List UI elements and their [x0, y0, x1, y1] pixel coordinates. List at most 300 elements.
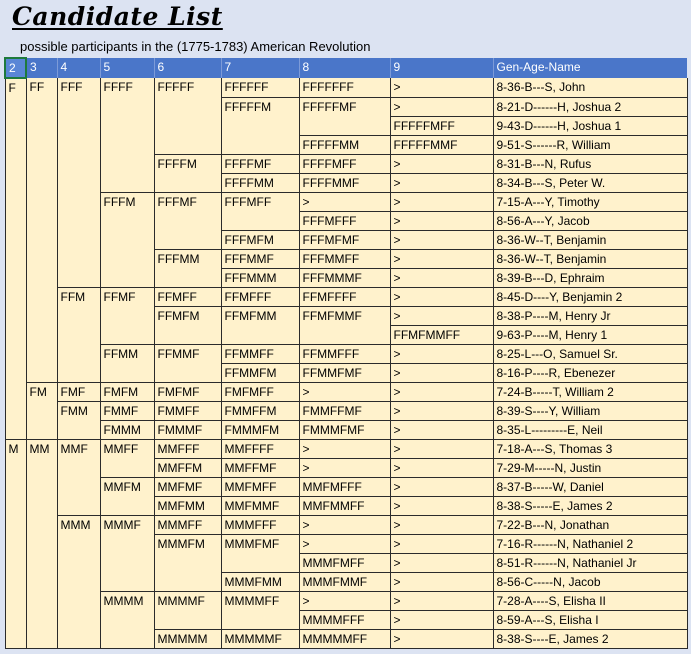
lineage-cell[interactable]: [100, 363, 154, 382]
lineage-cell[interactable]: MMFFM: [154, 458, 221, 477]
lineage-cell[interactable]: [57, 553, 100, 572]
table-row: [5, 420, 687, 439]
lineage-cell[interactable]: [5, 515, 26, 534]
lineage-cell[interactable]: >: [390, 287, 493, 306]
lineage-cell[interactable]: [5, 553, 26, 572]
lineage-cell[interactable]: [57, 173, 100, 192]
lineage-cell[interactable]: FFMFM: [154, 306, 221, 325]
lineage-cell[interactable]: >: [390, 572, 493, 591]
lineage-cell[interactable]: FFFFMM: [221, 173, 299, 192]
lineage-cell[interactable]: [26, 116, 57, 135]
table-row: [5, 211, 687, 230]
lineage-cell[interactable]: FFMFMMFF: [390, 325, 493, 344]
lineage-cell[interactable]: [5, 344, 26, 363]
lineage-cell[interactable]: [5, 97, 26, 116]
lineage-cell[interactable]: >: [390, 439, 493, 458]
candidate-name-cell[interactable]: 7-22-B---N, Jonathan: [493, 515, 687, 534]
lineage-cell[interactable]: F: [5, 78, 26, 97]
lineage-cell[interactable]: [57, 325, 100, 344]
lineage-cell[interactable]: [26, 249, 57, 268]
lineage-cell[interactable]: [5, 591, 26, 610]
lineage-cell[interactable]: >: [390, 154, 493, 173]
lineage-cell[interactable]: MMMFF: [154, 515, 221, 534]
lineage-cell[interactable]: >: [390, 344, 493, 363]
table-row: [5, 192, 687, 211]
candidate-name-cell[interactable]: 8-36-W--T, Benjamin: [493, 249, 687, 268]
lineage-cell[interactable]: >: [390, 401, 493, 420]
lineage-cell[interactable]: FFFFFMMF: [390, 135, 493, 154]
candidate-name-cell[interactable]: 8-25-L---O, Samuel Sr.: [493, 344, 687, 363]
lineage-cell[interactable]: MMMF: [100, 515, 154, 534]
lineage-cell[interactable]: [57, 534, 100, 553]
lineage-cell[interactable]: [100, 249, 154, 268]
candidate-name-cell[interactable]: 7-24-B-----T, William 2: [493, 382, 687, 401]
lineage-cell[interactable]: FMMMFM: [221, 420, 299, 439]
lineage-cell[interactable]: [299, 116, 390, 135]
lineage-cell[interactable]: [57, 97, 100, 116]
header-generation-9[interactable]: 9: [390, 58, 493, 78]
lineage-cell[interactable]: [26, 629, 57, 648]
lineage-cell[interactable]: >: [390, 268, 493, 287]
candidate-name-cell[interactable]: 8-36-B---S, John: [493, 78, 687, 97]
lineage-cell[interactable]: [5, 401, 26, 420]
lineage-cell[interactable]: [57, 192, 100, 211]
header-generation-5[interactable]: 5: [100, 58, 154, 78]
table-row: [5, 135, 687, 154]
lineage-cell[interactable]: [5, 534, 26, 553]
lineage-cell[interactable]: [5, 116, 26, 135]
lineage-cell[interactable]: >: [390, 97, 493, 116]
lineage-cell[interactable]: [5, 325, 26, 344]
lineage-cell[interactable]: FFFMMF: [221, 249, 299, 268]
lineage-cell[interactable]: [26, 97, 57, 116]
table-row: [5, 97, 687, 116]
lineage-cell[interactable]: FFFFM: [154, 154, 221, 173]
lineage-cell[interactable]: [57, 572, 100, 591]
lineage-cell[interactable]: MMMM: [100, 591, 154, 610]
candidate-name-cell[interactable]: 8-39-S----Y, William: [493, 401, 687, 420]
lineage-cell[interactable]: [57, 496, 100, 515]
lineage-cell[interactable]: >: [390, 306, 493, 325]
lineage-cell[interactable]: [100, 325, 154, 344]
lineage-cell[interactable]: [5, 249, 26, 268]
candidate-name-cell[interactable]: 8-38-S----E, James 2: [493, 629, 687, 648]
lineage-cell[interactable]: >: [390, 610, 493, 629]
lineage-cell[interactable]: >: [390, 249, 493, 268]
lineage-cell[interactable]: [100, 553, 154, 572]
table-row: [5, 325, 687, 344]
lineage-cell[interactable]: >: [390, 363, 493, 382]
lineage-cell[interactable]: >: [390, 192, 493, 211]
table-row: [5, 610, 687, 629]
lineage-cell[interactable]: FMFM: [100, 382, 154, 401]
lineage-cell[interactable]: FFFMM: [154, 249, 221, 268]
candidate-name-cell[interactable]: 8-37-B-----W, Daniel: [493, 477, 687, 496]
lineage-cell[interactable]: [26, 135, 57, 154]
lineage-cell[interactable]: MMFMMFF: [299, 496, 390, 515]
candidate-name-cell[interactable]: 8-34-B---S, Peter W.: [493, 173, 687, 192]
candidate-name-cell[interactable]: 9-51-S------R, William: [493, 135, 687, 154]
lineage-cell[interactable]: MM: [26, 439, 57, 458]
candidate-name-cell[interactable]: 7-28-A----S, Elisha II: [493, 591, 687, 610]
lineage-cell[interactable]: [57, 363, 100, 382]
lineage-cell[interactable]: [221, 211, 299, 230]
lineage-cell[interactable]: >: [390, 553, 493, 572]
lineage-cell[interactable]: [57, 477, 100, 496]
lineage-cell[interactable]: FFMMFFF: [299, 344, 390, 363]
lineage-cell[interactable]: [57, 344, 100, 363]
lineage-cell[interactable]: [5, 173, 26, 192]
lineage-cell[interactable]: FMF: [57, 382, 100, 401]
lineage-cell[interactable]: FFFFF: [154, 78, 221, 97]
lineage-cell[interactable]: MMMMM: [154, 629, 221, 648]
lineage-cell[interactable]: MMFFFF: [221, 439, 299, 458]
lineage-cell[interactable]: [26, 534, 57, 553]
lineage-cell[interactable]: [154, 211, 221, 230]
lineage-cell[interactable]: FFFF: [100, 78, 154, 97]
lineage-cell[interactable]: MMFFF: [154, 439, 221, 458]
lineage-cell[interactable]: FFFMFF: [221, 192, 299, 211]
lineage-cell[interactable]: [5, 230, 26, 249]
lineage-cell[interactable]: FMMMFMF: [299, 420, 390, 439]
candidate-name-cell[interactable]: 8-38-S-----E, James 2: [493, 496, 687, 515]
lineage-cell[interactable]: [100, 116, 154, 135]
lineage-cell[interactable]: [5, 135, 26, 154]
lineage-cell[interactable]: FFFFFFF: [299, 78, 390, 97]
lineage-cell[interactable]: FMMFF: [154, 401, 221, 420]
lineage-cell[interactable]: [154, 572, 221, 591]
lineage-cell[interactable]: [100, 230, 154, 249]
lineage-cell[interactable]: [57, 249, 100, 268]
lineage-cell[interactable]: [26, 230, 57, 249]
page-subtitle: possible participants in the (1775-1783) American Revolution: [20, 39, 371, 54]
lineage-cell[interactable]: [221, 325, 299, 344]
lineage-cell[interactable]: [154, 268, 221, 287]
table-row: [5, 287, 687, 306]
lineage-cell[interactable]: MMMFMFF: [299, 553, 390, 572]
lineage-cell[interactable]: [26, 553, 57, 572]
candidate-name-cell[interactable]: 9-43-D------H, Joshua 1: [493, 116, 687, 135]
lineage-cell[interactable]: [26, 515, 57, 534]
lineage-cell[interactable]: [100, 629, 154, 648]
lineage-cell[interactable]: [26, 173, 57, 192]
lineage-cell[interactable]: >: [299, 458, 390, 477]
lineage-cell[interactable]: FFF: [57, 78, 100, 97]
candidate-name-cell[interactable]: 7-15-A---Y, Timothy: [493, 192, 687, 211]
lineage-cell[interactable]: FMMF: [100, 401, 154, 420]
lineage-cell[interactable]: FMFMFF: [221, 382, 299, 401]
header-generation-6[interactable]: 6: [154, 58, 221, 78]
lineage-cell[interactable]: [26, 458, 57, 477]
lineage-cell[interactable]: [100, 154, 154, 173]
lineage-cell[interactable]: FFMFMM: [221, 306, 299, 325]
lineage-cell[interactable]: [5, 154, 26, 173]
lineage-cell[interactable]: [5, 382, 26, 401]
lineage-cell[interactable]: FFMFF: [154, 287, 221, 306]
lineage-cell[interactable]: [5, 420, 26, 439]
lineage-cell[interactable]: MMMMMF: [221, 629, 299, 648]
lineage-cell[interactable]: [100, 458, 154, 477]
lineage-cell[interactable]: FFFMMFF: [299, 249, 390, 268]
lineage-cell[interactable]: FFM: [57, 287, 100, 306]
lineage-cell[interactable]: [26, 477, 57, 496]
lineage-cell[interactable]: [5, 629, 26, 648]
page-title: Candidate List: [12, 2, 223, 31]
lineage-cell[interactable]: [221, 553, 299, 572]
lineage-cell[interactable]: >: [390, 591, 493, 610]
lineage-cell[interactable]: [5, 477, 26, 496]
lineage-cell[interactable]: FMMM: [100, 420, 154, 439]
lineage-cell[interactable]: MMMMFFF: [299, 610, 390, 629]
header-generation-4[interactable]: 4: [57, 58, 100, 78]
lineage-cell[interactable]: >: [390, 496, 493, 515]
lineage-cell[interactable]: FFFFFMF: [299, 97, 390, 116]
lineage-cell[interactable]: >: [390, 230, 493, 249]
lineage-cell[interactable]: [26, 610, 57, 629]
lineage-cell[interactable]: FF: [26, 78, 57, 97]
candidate-table: [4, 57, 688, 649]
lineage-cell[interactable]: FFFM: [100, 192, 154, 211]
lineage-cell[interactable]: FFFFMF: [221, 154, 299, 173]
lineage-cell[interactable]: [154, 325, 221, 344]
lineage-cell[interactable]: [57, 211, 100, 230]
lineage-cell[interactable]: >: [299, 591, 390, 610]
lineage-cell[interactable]: [26, 211, 57, 230]
lineage-cell[interactable]: >: [390, 477, 493, 496]
lineage-cell[interactable]: [100, 534, 154, 553]
lineage-cell[interactable]: [57, 154, 100, 173]
candidate-name-cell[interactable]: 8-38-P----M, Henry Jr: [493, 306, 687, 325]
lineage-cell[interactable]: MMFMM: [154, 496, 221, 515]
table-row: [5, 401, 687, 420]
lineage-cell[interactable]: FMMFFMF: [299, 401, 390, 420]
lineage-cell[interactable]: MMFMF: [154, 477, 221, 496]
candidate-name-cell[interactable]: 8-36-W--T, Benjamin: [493, 230, 687, 249]
lineage-cell[interactable]: MMMFMM: [221, 572, 299, 591]
lineage-cell[interactable]: FFFMFMF: [299, 230, 390, 249]
candidate-name-cell[interactable]: 9-63-P----M, Henry 1: [493, 325, 687, 344]
lineage-cell[interactable]: FFMM: [100, 344, 154, 363]
lineage-cell[interactable]: MMFMMF: [221, 496, 299, 515]
table-row: [5, 534, 687, 553]
lineage-cell[interactable]: [221, 116, 299, 135]
lineage-cell[interactable]: [26, 401, 57, 420]
lineage-cell[interactable]: [26, 268, 57, 287]
lineage-cell[interactable]: [57, 306, 100, 325]
lineage-cell[interactable]: MMMMFF: [221, 591, 299, 610]
lineage-cell[interactable]: >: [299, 515, 390, 534]
lineage-cell[interactable]: [100, 97, 154, 116]
lineage-cell[interactable]: MMFMFF: [221, 477, 299, 496]
lineage-cell[interactable]: [26, 325, 57, 344]
lineage-cell[interactable]: [100, 135, 154, 154]
lineage-cell[interactable]: [57, 458, 100, 477]
lineage-cell[interactable]: MMMFFF: [221, 515, 299, 534]
table-row: [5, 515, 687, 534]
lineage-cell[interactable]: [100, 496, 154, 515]
lineage-cell[interactable]: [57, 268, 100, 287]
lineage-cell[interactable]: >: [299, 382, 390, 401]
table-row: [5, 268, 687, 287]
lineage-cell[interactable]: >: [299, 192, 390, 211]
lineage-cell[interactable]: FFFFFF: [221, 78, 299, 97]
lineage-cell[interactable]: >: [390, 382, 493, 401]
lineage-cell[interactable]: FFFMFFF: [299, 211, 390, 230]
lineage-cell[interactable]: [57, 135, 100, 154]
lineage-cell[interactable]: [57, 629, 100, 648]
lineage-cell[interactable]: [221, 135, 299, 154]
lineage-cell[interactable]: [26, 344, 57, 363]
lineage-cell[interactable]: MMF: [57, 439, 100, 458]
lineage-cell[interactable]: MMMFMF: [221, 534, 299, 553]
lineage-cell[interactable]: FFFMMMF: [299, 268, 390, 287]
lineage-cell[interactable]: FFMMF: [154, 344, 221, 363]
candidate-name-cell[interactable]: 8-56-C-----N, Jacob: [493, 572, 687, 591]
lineage-cell[interactable]: [100, 572, 154, 591]
lineage-cell[interactable]: FFFFMFF: [299, 154, 390, 173]
candidate-name-cell[interactable]: 8-35-L---------E, Neil: [493, 420, 687, 439]
lineage-cell[interactable]: FFMFFFF: [299, 287, 390, 306]
lineage-cell[interactable]: [57, 610, 100, 629]
lineage-cell[interactable]: [57, 420, 100, 439]
lineage-cell[interactable]: MMMMF: [154, 591, 221, 610]
lineage-cell[interactable]: [5, 458, 26, 477]
lineage-cell[interactable]: [57, 230, 100, 249]
lineage-cell[interactable]: [100, 306, 154, 325]
lineage-cell[interactable]: MMMMMFF: [299, 629, 390, 648]
lineage-cell[interactable]: FFMMFF: [221, 344, 299, 363]
candidate-name-cell[interactable]: 8-56-A---Y, Jacob: [493, 211, 687, 230]
lineage-cell[interactable]: [26, 363, 57, 382]
lineage-cell[interactable]: MMFF: [100, 439, 154, 458]
candidate-name-cell[interactable]: 7-16-R------N, Nathaniel 2: [493, 534, 687, 553]
candidate-name-cell[interactable]: 8-16-P----R, Ebenezer: [493, 363, 687, 382]
lineage-cell[interactable]: >: [390, 629, 493, 648]
lineage-cell[interactable]: [26, 572, 57, 591]
lineage-cell[interactable]: [5, 268, 26, 287]
lineage-cell[interactable]: [5, 496, 26, 515]
lineage-cell[interactable]: [154, 135, 221, 154]
lineage-cell[interactable]: [26, 306, 57, 325]
candidate-name-cell[interactable]: 8-51-R------N, Nathaniel Jr: [493, 553, 687, 572]
lineage-cell[interactable]: MMFM: [100, 477, 154, 496]
lineage-cell[interactable]: FFMF: [100, 287, 154, 306]
header-generation-8[interactable]: 8: [299, 58, 390, 78]
table-row: [5, 572, 687, 591]
lineage-cell[interactable]: FFMMFM: [221, 363, 299, 382]
lineage-cell[interactable]: [5, 572, 26, 591]
table-row: [5, 173, 687, 192]
table-row: [5, 591, 687, 610]
lineage-cell[interactable]: [100, 211, 154, 230]
lineage-cell[interactable]: [100, 610, 154, 629]
lineage-cell[interactable]: [154, 610, 221, 629]
lineage-cell[interactable]: [100, 173, 154, 192]
lineage-cell[interactable]: [5, 287, 26, 306]
lineage-cell[interactable]: [26, 192, 57, 211]
lineage-cell[interactable]: >: [390, 211, 493, 230]
lineage-cell[interactable]: FMMMF: [154, 420, 221, 439]
lineage-cell[interactable]: >: [390, 78, 493, 97]
lineage-cell[interactable]: [5, 363, 26, 382]
lineage-cell[interactable]: FFFFFMM: [299, 135, 390, 154]
candidate-name-cell[interactable]: 8-31-B---N, Rufus: [493, 154, 687, 173]
lineage-cell[interactable]: MMMFMMF: [299, 572, 390, 591]
lineage-cell[interactable]: FFFMF: [154, 192, 221, 211]
header-generation-7[interactable]: 7: [221, 58, 299, 78]
table-row: [5, 154, 687, 173]
lineage-cell[interactable]: [5, 211, 26, 230]
lineage-cell[interactable]: [154, 173, 221, 192]
lineage-cell[interactable]: FFMFFF: [221, 287, 299, 306]
lineage-cell[interactable]: FFFFFM: [221, 97, 299, 116]
lineage-cell[interactable]: >: [390, 420, 493, 439]
candidate-name-cell[interactable]: 8-59-A---S, Elisha I: [493, 610, 687, 629]
lineage-cell[interactable]: [57, 116, 100, 135]
header-generation-3[interactable]: 3: [26, 58, 57, 78]
lineage-cell[interactable]: FFMMFMF: [299, 363, 390, 382]
candidate-name-cell[interactable]: 8-45-D----Y, Benjamin 2: [493, 287, 687, 306]
lineage-cell[interactable]: M: [5, 439, 26, 458]
candidate-name-cell[interactable]: 8-39-B---D, Ephraim: [493, 268, 687, 287]
lineage-cell[interactable]: [5, 306, 26, 325]
lineage-cell[interactable]: [154, 97, 221, 116]
candidate-name-cell[interactable]: 7-29-M-----N, Justin: [493, 458, 687, 477]
lineage-cell[interactable]: [57, 591, 100, 610]
candidate-name-cell[interactable]: 7-18-A---S, Thomas 3: [493, 439, 687, 458]
lineage-cell[interactable]: MMFMFFF: [299, 477, 390, 496]
header-row: [5, 58, 687, 78]
lineage-cell[interactable]: FFFFMMF: [299, 173, 390, 192]
lineage-cell[interactable]: [299, 325, 390, 344]
lineage-cell[interactable]: >: [299, 439, 390, 458]
lineage-cell[interactable]: MMMFM: [154, 534, 221, 553]
lineage-cell[interactable]: >: [390, 534, 493, 553]
lineage-cell[interactable]: MMFFMF: [221, 458, 299, 477]
lineage-cell[interactable]: >: [299, 534, 390, 553]
header-generation-2[interactable]: 2: [5, 58, 26, 78]
lineage-cell[interactable]: FM: [26, 382, 57, 401]
lineage-cell[interactable]: [154, 553, 221, 572]
lineage-cell[interactable]: [100, 268, 154, 287]
header-gen-age-name[interactable]: Gen-Age-Name: [493, 58, 687, 78]
lineage-cell[interactable]: FMFMF: [154, 382, 221, 401]
table-row: [5, 629, 687, 648]
lineage-cell[interactable]: [221, 610, 299, 629]
lineage-cell[interactable]: [154, 116, 221, 135]
lineage-cell[interactable]: [154, 230, 221, 249]
lineage-cell[interactable]: >: [390, 515, 493, 534]
lineage-cell[interactable]: FFFMMM: [221, 268, 299, 287]
lineage-cell[interactable]: [26, 287, 57, 306]
lineage-cell[interactable]: [154, 363, 221, 382]
lineage-cell[interactable]: FFFMFM: [221, 230, 299, 249]
lineage-cell[interactable]: [5, 610, 26, 629]
lineage-cell[interactable]: FMM: [57, 401, 100, 420]
lineage-cell[interactable]: [26, 496, 57, 515]
lineage-cell[interactable]: [26, 154, 57, 173]
lineage-cell[interactable]: [26, 591, 57, 610]
lineage-cell[interactable]: [26, 420, 57, 439]
candidate-name-cell[interactable]: 8-21-D------H, Joshua 2: [493, 97, 687, 116]
lineage-cell[interactable]: >: [390, 173, 493, 192]
lineage-cell[interactable]: FFMFMMF: [299, 306, 390, 325]
lineage-cell[interactable]: FFFFFMFF: [390, 116, 493, 135]
lineage-cell[interactable]: FMMFFM: [221, 401, 299, 420]
lineage-cell[interactable]: >: [390, 458, 493, 477]
lineage-cell[interactable]: MMM: [57, 515, 100, 534]
lineage-cell[interactable]: [5, 192, 26, 211]
